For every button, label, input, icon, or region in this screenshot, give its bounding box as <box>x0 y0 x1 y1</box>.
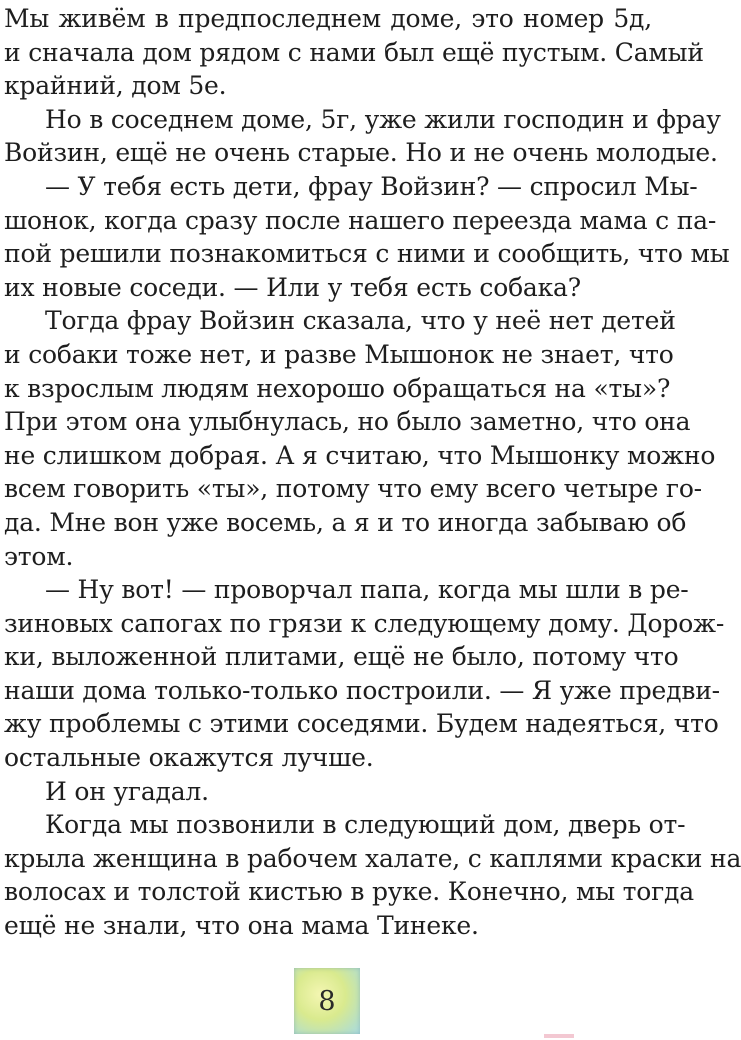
text-line: наши дома только-только построили. — Я уже предви- <box>4 675 720 705</box>
text-line: крайний, дом 5е. <box>4 71 227 101</box>
text-line: — У тебя есть дети, фрау Войзин? — спросил Мы- <box>45 171 698 201</box>
body-text <box>4 2 741 943</box>
text-line: этом. <box>4 541 74 571</box>
text-line: И он угадал. <box>45 776 209 806</box>
text-line: да. Мне вон уже восемь, а я и то иногда забываю об <box>4 507 687 537</box>
text-line: Мы живём в предпоследнем доме, это номер 5д, <box>4 4 652 33</box>
text-line: жу проблемы с этими соседями. Будем надеяться, что <box>4 709 719 739</box>
text-line: не слишком добрая. А я считаю, что Мышонку можно <box>4 440 716 470</box>
text-line: волосах и толстой кистью в руке. Конечно, мы тогда <box>4 877 694 907</box>
page-number: 8 <box>318 985 336 1017</box>
text-line: всем говорить «ты», потому что ему всего четыре го- <box>4 474 702 504</box>
text-line: пой решили познакомиться с ними и сообщить, что мы <box>4 239 730 269</box>
text-line: зиновых сапогах по грязи к следующему дому. Дорож- <box>4 608 725 638</box>
page-number-badge <box>294 968 360 1034</box>
text-line: к взрослым людям нехорошо обращаться на «ты»? <box>4 373 671 403</box>
text-line: шонок, когда сразу после нашего переезда мама с па- <box>4 205 717 235</box>
text-line: Тогда фрау Войзин сказала, что у неё нет детей <box>45 306 676 336</box>
text-line: При этом она улыбнулась, но было заметно, что она <box>4 407 691 437</box>
text-line: и собаки тоже нет, и разве Мышонок не знает, что <box>4 339 674 369</box>
text-line: их новые соседи. — Или у тебя есть собака? <box>4 272 581 302</box>
text-line: ещё не знали, что она мама Тинеке. <box>4 911 479 941</box>
text-line: и сначала дом рядом с нами был ещё пустым. Самый <box>4 37 704 67</box>
text-line: остальные окажутся лучше. <box>4 743 374 773</box>
edge-mark <box>544 1034 574 1038</box>
text-line: ки, выложенной плитами, ещё не было, потому что <box>4 642 679 672</box>
text-line: Когда мы позвонили в следующий дом, дверь от- <box>45 810 686 840</box>
text-line: Войзин, ещё не очень старые. Но и не очень молодые. <box>4 138 718 168</box>
text-line: крыла женщина в рабочем халате, с каплями краски на <box>4 843 741 873</box>
text-line: Но в соседнем доме, 5г, уже жили господин и фрау <box>45 104 721 134</box>
text-line: — Ну вот! — проворчал папа, когда мы шли в ре- <box>45 575 689 605</box>
